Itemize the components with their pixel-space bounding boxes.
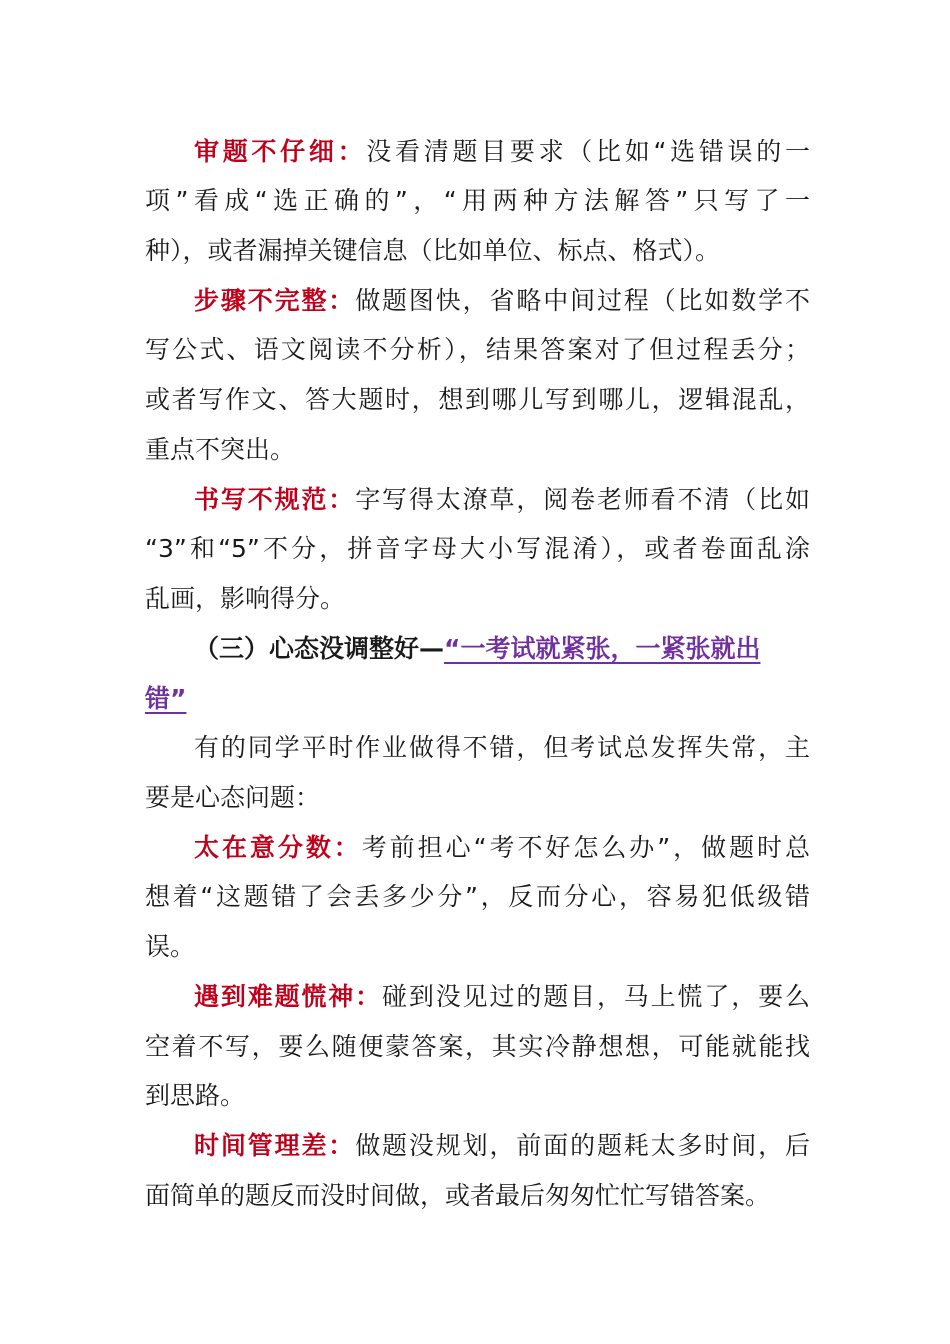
p1-line3: 种），或者漏掉关键信息（比如单位、标点、格式）。	[145, 236, 721, 265]
p3-label: 书写不规范：	[194, 485, 356, 514]
p5-text1: 考前担心“考不好怎么办”，做题时总	[361, 833, 810, 862]
p1-text1: 没看清题目要求（比如“选错误的一	[366, 137, 810, 166]
p7-line1	[194, 1121, 810, 1171]
section-heading-cont	[145, 674, 810, 724]
p2-label: 步骤不完整：	[194, 286, 356, 315]
p2-line2: 写公式、语文阅读不分析），结果答案对了但过程丢分；	[145, 335, 810, 364]
p2-text1: 做题图快，省略中间过程（比如数学不	[355, 286, 810, 315]
p5-line3: 误。	[145, 932, 196, 961]
p6-line1	[194, 972, 810, 1022]
p3-line2: “3”和“5”不分，拼音字母大小写混淆），或者卷面乱涂	[145, 534, 810, 563]
p7-line2: 面简单的题反而没时间做，或者最后匆匆忙忙写错答案。	[145, 1181, 771, 1210]
p6-label: 遇到难题慌神：	[194, 982, 383, 1011]
section-heading	[194, 624, 810, 674]
heading-quote-2: 错”	[145, 684, 187, 713]
p3-text1: 字写得太潦草，阅卷老师看不清（比如	[355, 485, 810, 514]
p7-label: 时间管理差：	[194, 1131, 356, 1160]
p6-line3: 到思路。	[145, 1081, 246, 1110]
p5-line1	[194, 823, 810, 873]
heading-quote-1: “一考试就紧张，一紧张就出	[444, 634, 761, 663]
p5-line2: 想着“这题错了会丢多少分”，反而分心，容易犯低级错	[145, 882, 810, 911]
p7-text1: 做题没规划，前面的题耗太多时间，后	[355, 1131, 810, 1160]
p1-line1	[194, 127, 810, 177]
p5-label: 太在意分数：	[194, 833, 362, 862]
p2-line1	[194, 276, 810, 326]
p3-line1	[194, 475, 810, 525]
heading-prefix: （三）心态没调整好—	[194, 634, 445, 663]
p6-line2: 空着不写，要么随便蒙答案，其实冷静想想，可能就能找	[145, 1032, 810, 1061]
p3-line3: 乱画，影响得分。	[145, 584, 346, 613]
p4-line1: 有的同学平时作业做得不错，但考试总发挥失常，主	[194, 733, 810, 762]
p2-line3: 或者写作文、答大题时，想到哪儿写到哪儿，逻辑混乱，	[145, 385, 810, 414]
p1-line2: 项”看成“选正确的”，“用两种方法解答”只写了一	[145, 186, 810, 215]
p4-line2: 要是心态问题：	[145, 783, 321, 812]
p1-label: 审题不仔细：	[194, 137, 367, 166]
p6-text1: 碰到没见过的题目，马上慌了，要么	[382, 982, 810, 1011]
p2-line4: 重点不突出。	[145, 435, 296, 464]
